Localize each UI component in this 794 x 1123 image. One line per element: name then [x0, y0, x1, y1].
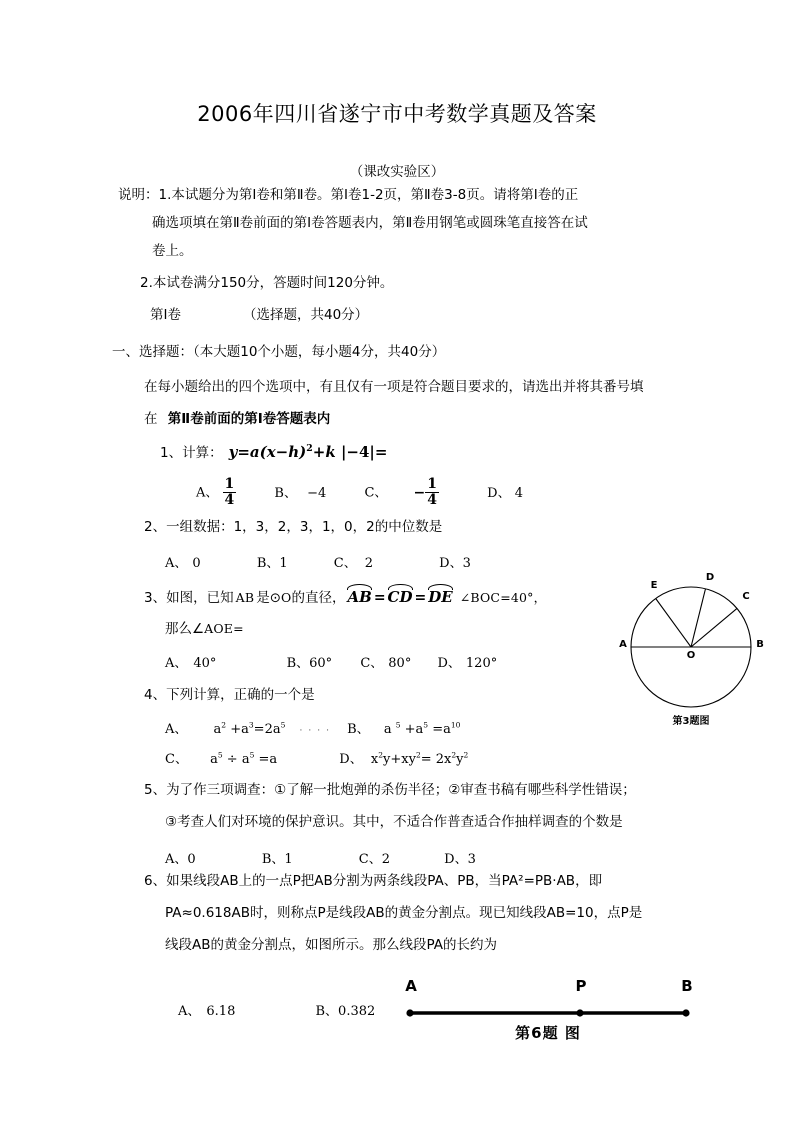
- segment-label-p: P: [575, 977, 587, 995]
- option-3-a-value: 40°: [193, 656, 217, 671]
- question-4: [144, 688, 315, 703]
- question-3-arc-ab: AB: [347, 588, 372, 606]
- question-6-stem-line-1: 如果线段AB上的一点P把AB分割为两条线段PA、PB，当PA²=PB·AB，即: [166, 873, 603, 889]
- option-5-c-value: 2: [381, 852, 391, 867]
- option-2-b-value: 1: [279, 556, 288, 571]
- option-2-c-label: C、: [333, 556, 357, 571]
- segment-point-b: [682, 1009, 689, 1016]
- option-6-b-label: B、: [315, 1004, 339, 1019]
- figure-6-caption: 第6题 图: [515, 1024, 581, 1042]
- option-6-a-value: 6.18: [206, 1004, 236, 1019]
- question-6-line-3: 线段AB的黄金分割点，如图所示。那么线段PA的长约为: [165, 937, 498, 953]
- section-note-emphasis: 第Ⅱ卷前面的第Ⅰ卷答题表内: [167, 411, 331, 427]
- segment-label-a: A: [405, 977, 417, 995]
- question-2-stem: 一组数据：1，3，2，3，1，0，2的中位数是: [166, 519, 443, 535]
- question-1-formula: $y=a(x-h)^2+k$ |−4|=: [228, 443, 388, 461]
- question-6-options: [178, 1000, 375, 1019]
- question-5-number: 5、: [144, 782, 167, 798]
- question-3-center-o: O: [281, 590, 292, 605]
- circle-label-a: A: [619, 639, 627, 650]
- option-2-d-value: 3: [462, 556, 471, 571]
- option-4-d-value: $x^2y+xy^2= 2x^2y^2$: [370, 750, 469, 767]
- option-5-a-label: A、: [165, 852, 188, 867]
- question-6-line-1: [144, 874, 602, 889]
- option-1-c-minus: −: [413, 484, 426, 501]
- option-5-c-label: C、: [358, 852, 382, 867]
- instruction-line-2: 确选项填在第Ⅱ卷前面的第Ⅰ卷答题表内，第Ⅱ卷用钢笔或圆珠笔直接答在试: [152, 215, 588, 231]
- question-5-line-1: [144, 783, 636, 798]
- question-2-number: 2、: [144, 519, 167, 535]
- option-4-b-value: a $^5 +a^5 =a^{10}$: [383, 720, 461, 737]
- circle-label-c: C: [742, 591, 750, 602]
- question-5-line-2: ③考查人们对环境的保护意识。其中，不适合作普查适合作抽样调查的个数是: [165, 814, 623, 830]
- option-1-b[interactable]: [274, 482, 326, 501]
- circle-label-b: B: [756, 639, 764, 650]
- option-1-c-fraction: $\frac{1}{4}$: [427, 476, 438, 508]
- section-note-prefix: 在: [144, 411, 158, 427]
- option-3-d-value: 120°: [465, 656, 498, 671]
- option-4-a-value: $a^2 +a^3=2a^5$: [213, 720, 286, 737]
- option-1-c-label: C、: [364, 485, 388, 501]
- option-3-c-label: C、: [360, 656, 384, 671]
- question-5-stem-line-1: 为了作三项调查：①了解一批炮弹的杀伤半径；②审查书稿有哪些科学性错误；: [166, 782, 636, 798]
- option-1-d-label: D、: [487, 485, 511, 501]
- option-3-b[interactable]: [287, 652, 333, 671]
- option-1-b-label: B、: [274, 485, 297, 501]
- question-3-arc-cd: CD: [387, 588, 413, 606]
- question-2-options: [165, 552, 471, 571]
- option-4-b-label: B、: [347, 722, 370, 737]
- option-2-a-label: A、: [165, 556, 188, 571]
- option-5-b[interactable]: [262, 848, 293, 867]
- option-3-a[interactable]: [165, 652, 216, 671]
- circle-label-d: D: [705, 572, 715, 583]
- circle-label-o: O: [686, 650, 696, 661]
- option-1-a[interactable]: [196, 478, 236, 508]
- instruction-line-1: 说明：1.本试题分为第Ⅰ卷和第Ⅱ卷。第Ⅰ卷1-2页，第Ⅱ卷3-8页。请将第Ⅰ卷的正: [118, 187, 579, 203]
- document-subtitle: （课改实验区）: [349, 164, 445, 180]
- option-6-b-value: 0.382: [338, 1004, 376, 1019]
- option-4-a[interactable]: [165, 718, 285, 737]
- question-3-stem-c: 的直径，: [291, 590, 346, 606]
- option-6-a-label: A、: [178, 1004, 201, 1019]
- option-3-d-label: D、: [437, 656, 461, 671]
- option-2-d[interactable]: [439, 552, 471, 571]
- option-1-a-fraction: $\frac{1}{4}$: [224, 476, 235, 508]
- section-note-line-1: 在每小题给出的四个选项中，有且仅有一项是符合题目要求的，请选出并将其番号填: [144, 379, 644, 395]
- question-3-line-2: [165, 622, 244, 637]
- option-1-b-value: −4: [307, 485, 327, 501]
- option-2-c-value: 2: [364, 556, 374, 571]
- option-3-b-value: 60°: [309, 656, 333, 671]
- question-5-options: [165, 848, 476, 867]
- radius-oe: [656, 599, 691, 648]
- option-4-c-label: C、: [165, 752, 188, 767]
- option-6-a[interactable]: [178, 1000, 235, 1019]
- question-3-stem-b: 是⊙: [256, 590, 282, 606]
- question-2: [144, 520, 442, 535]
- question-1-number: 1、: [160, 445, 183, 461]
- question-4-options-row-2: [165, 748, 468, 767]
- section-note-line-2: [144, 412, 330, 427]
- option-6-b[interactable]: [315, 1000, 375, 1019]
- option-1-d[interactable]: [487, 482, 523, 501]
- question-3-angle-boc: ∠BOC=40°，: [459, 590, 547, 605]
- question-4-options-row-1: [165, 718, 460, 737]
- option-3-b-label: B、: [286, 656, 310, 671]
- option-5-a[interactable]: [165, 848, 196, 867]
- circle-label-e: E: [650, 580, 658, 591]
- segment-point-p: [576, 1009, 583, 1016]
- option-4-d-label: D、: [339, 752, 363, 767]
- option-5-b-label: B、: [261, 852, 285, 867]
- question-3-angle-aoe: AOE=: [204, 621, 244, 636]
- question-3-line-1: 3、如图，已知 AB 是⊙O的直径， AB = CD = DE ∠BOC=40°，: [144, 588, 547, 606]
- option-2-a-value: 0: [192, 556, 201, 571]
- option-5-d-value: 3: [467, 852, 476, 867]
- volume-one-label: 第Ⅰ卷: [150, 307, 181, 323]
- radius-oc: [691, 608, 737, 647]
- question-3-arc-de: DE: [428, 588, 453, 606]
- question-3-stem-line2: 那么∠: [165, 621, 205, 637]
- segment-label-b: B: [681, 977, 693, 995]
- instruction-line-4: 2.本试卷满分150分，答题时间120分钟。: [140, 275, 394, 291]
- radius-od: [691, 589, 706, 647]
- page-title: 2006年四川省遂宁市中考数学真题及答案: [197, 102, 597, 126]
- option-4-a-label: A、: [165, 722, 188, 737]
- option-1-a-label: A、: [196, 485, 219, 501]
- option-5-c[interactable]: [359, 848, 390, 867]
- section-heading: 一、选择题：（本大题10个小题，每小题4分，共40分）: [112, 344, 446, 360]
- option-4-spacer-dots: ····: [299, 726, 335, 736]
- question-1-stem: 计算：: [182, 445, 223, 461]
- option-4-c[interactable]: [165, 748, 277, 767]
- option-4-b[interactable]: [347, 718, 460, 737]
- option-2-b[interactable]: [257, 552, 288, 571]
- option-1-d-value: 4: [514, 485, 524, 501]
- option-3-c[interactable]: [360, 652, 411, 671]
- question-1: [160, 444, 387, 461]
- option-3-a-label: A、: [165, 656, 188, 671]
- option-2-b-label: B、: [256, 556, 280, 571]
- question-3-chord-ab: AB: [235, 590, 255, 605]
- figure-3-caption: 第3题图: [672, 716, 710, 727]
- option-5-a-value: 0: [187, 852, 196, 867]
- option-4-c-value: $a^5 \div a^5 =a$: [210, 750, 278, 767]
- volume-one-value: （选择题，共40分）: [243, 307, 369, 323]
- question-4-number: 4、: [144, 687, 167, 703]
- question-3-number: 3、: [144, 590, 167, 606]
- option-1-c[interactable]: [364, 478, 439, 508]
- question-3-options: [165, 652, 497, 671]
- question-4-stem: 下列计算，正确的一个是: [166, 687, 315, 703]
- option-2-a[interactable]: [165, 552, 201, 571]
- option-2-d-label: D、: [439, 556, 463, 571]
- option-5-d[interactable]: [444, 848, 476, 867]
- instruction-line-3: 卷上。: [152, 243, 193, 259]
- question-6-number: 6、: [144, 873, 167, 889]
- option-5-b-value: 1: [284, 852, 293, 867]
- option-3-d[interactable]: [437, 652, 497, 671]
- option-3-c-value: 80°: [388, 656, 412, 671]
- question-3-stem-a: 如图，已知: [166, 590, 234, 606]
- question-6-line-2: PA≈0.618AB时，则称点P是线段AB的黄金分割点。现已知线段AB=10，点P是: [165, 905, 643, 921]
- option-2-c[interactable]: [334, 552, 373, 571]
- option-5-d-label: D、: [444, 852, 468, 867]
- question-1-options: [196, 478, 523, 508]
- figure-question-3: [608, 567, 778, 727]
- segment-point-a: [406, 1009, 413, 1016]
- option-4-d[interactable]: [339, 748, 468, 767]
